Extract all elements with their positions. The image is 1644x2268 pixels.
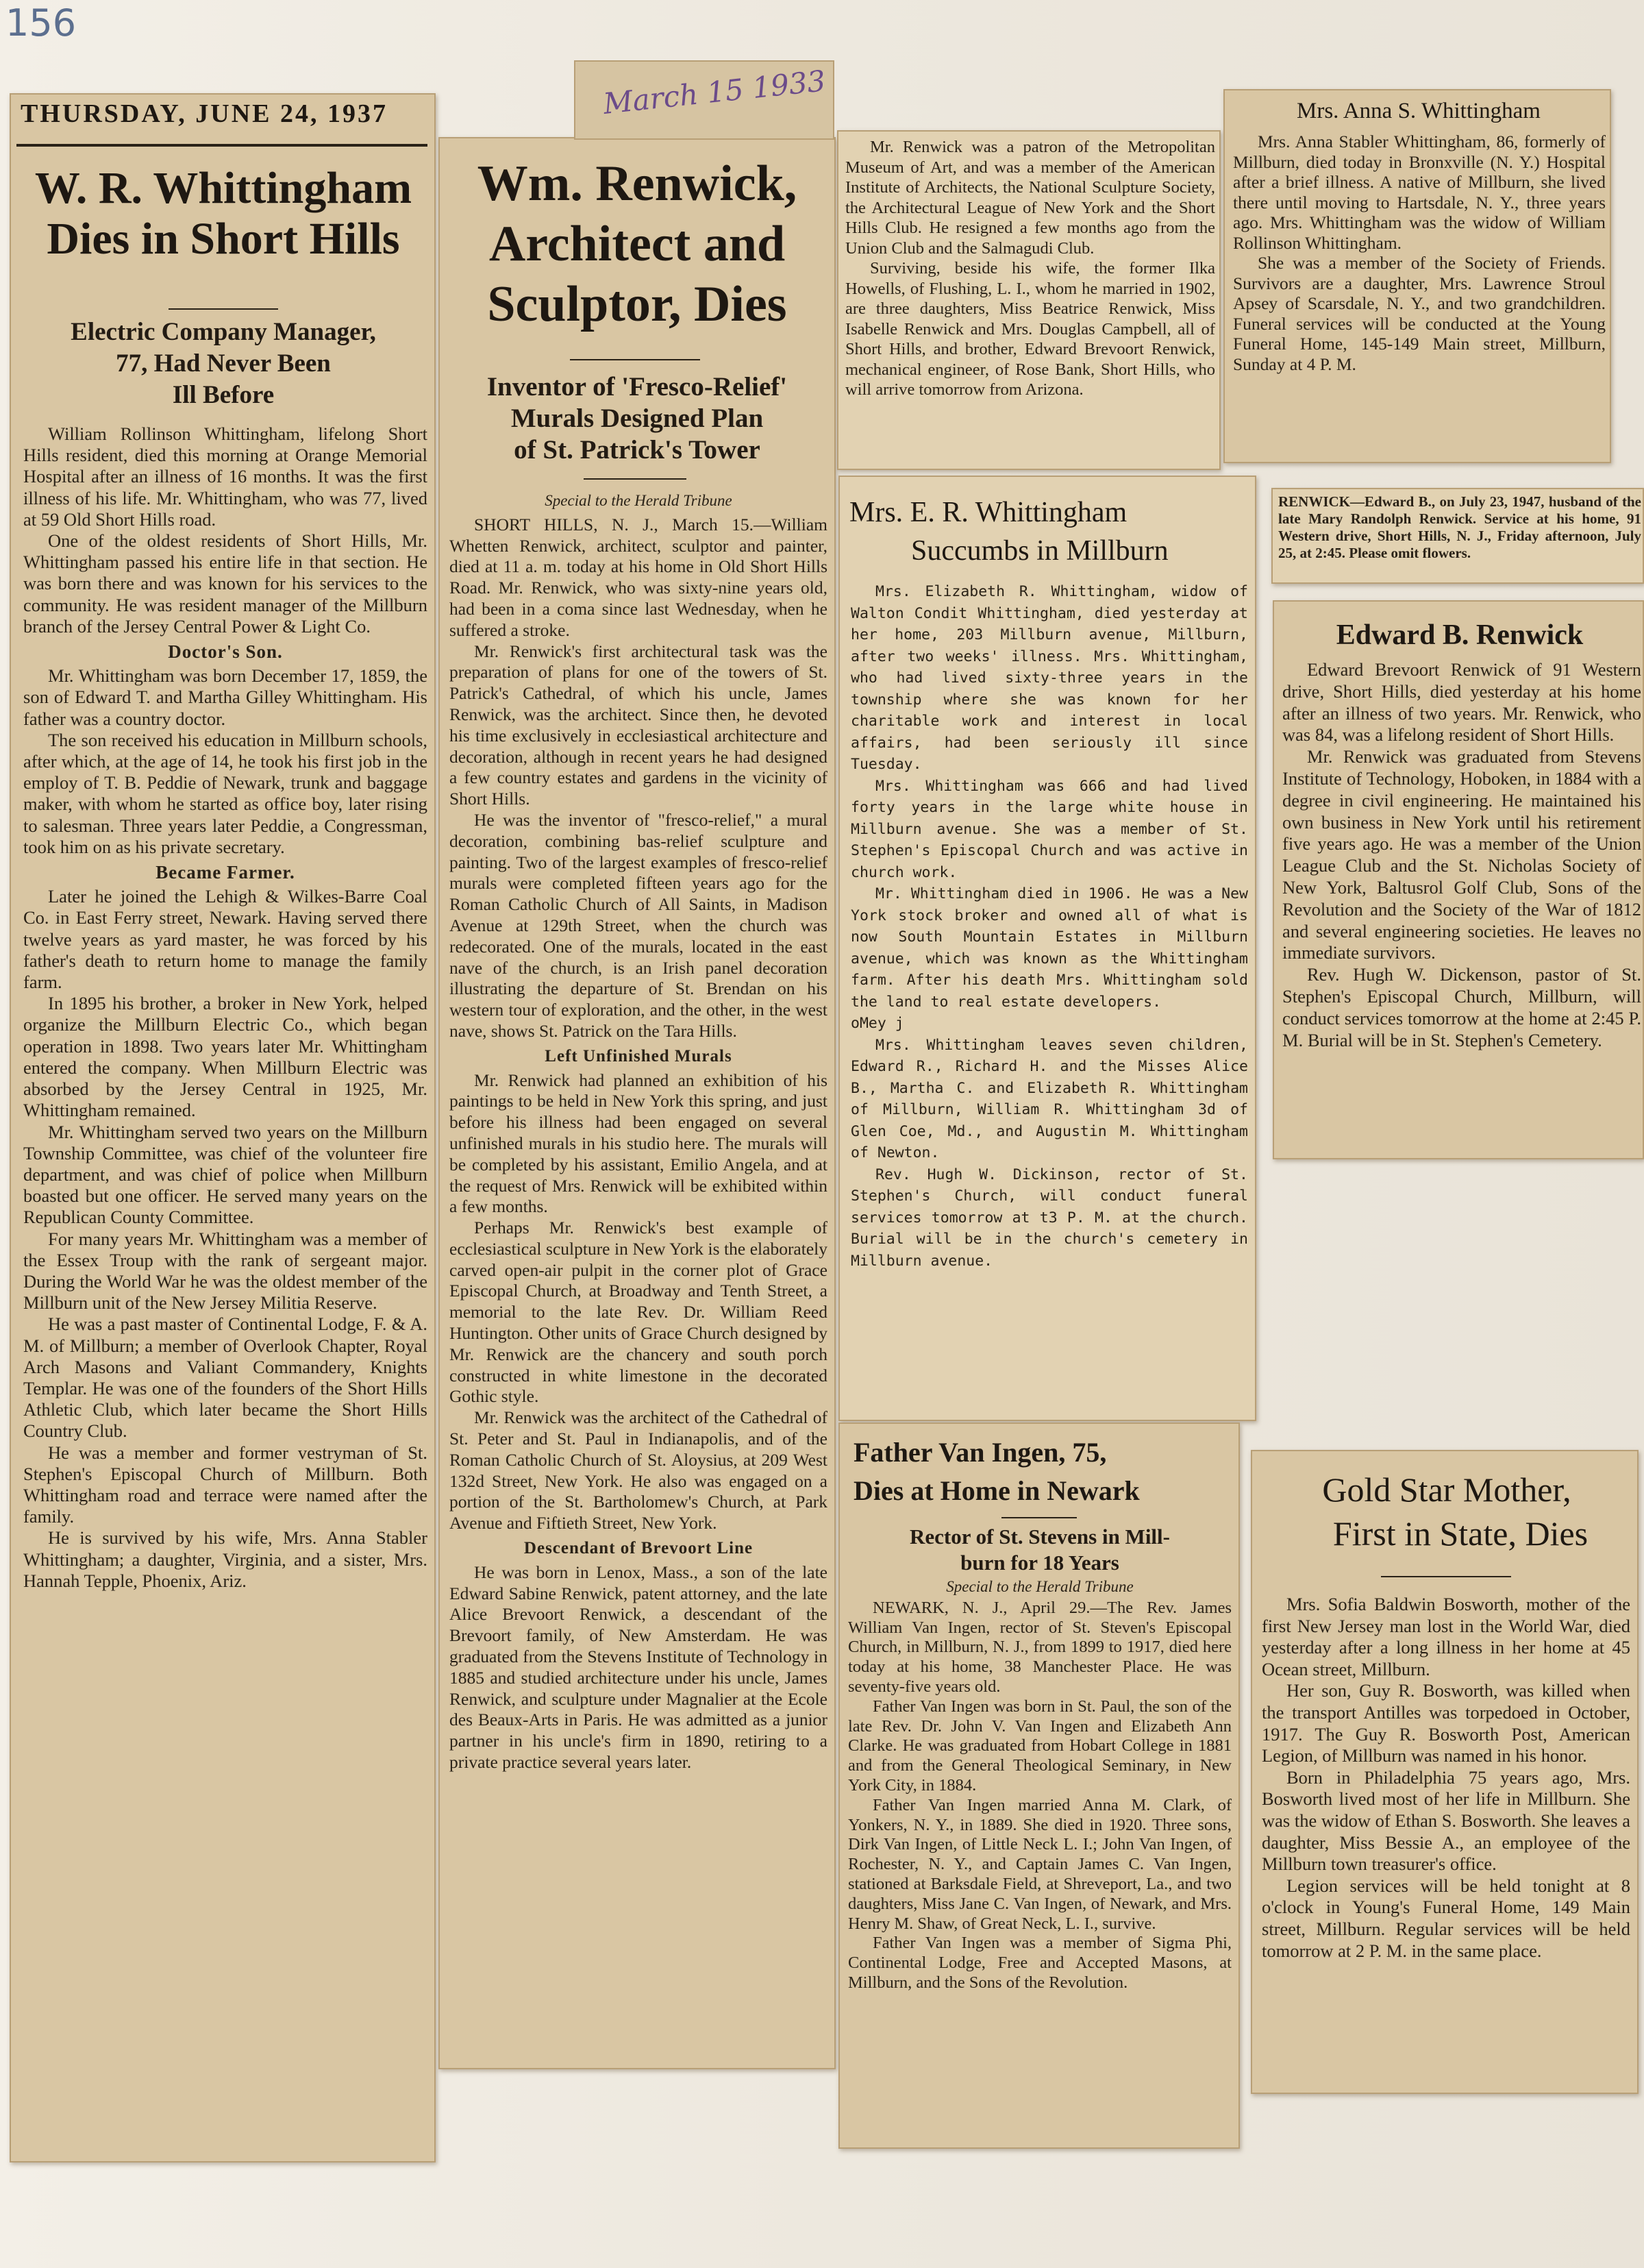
paragraph: Rev. Hugh W. Dickinson, rector of St. Stephen's Church, will conduct funeral services tomorrow at t3 P. M. at the church. Burial will be in the church's cemetery in Millburn avenue. — [851, 1166, 1248, 1270]
credit-line: Special to the Herald Tribune — [545, 492, 732, 509]
paragraph: Born in Philadelphia 75 years ago, Mrs. Bosworth lived most of her life in Millburn. She was the widow of Ethan S. Bosworth. She leaves a daughter, Miss Bessie A., an employee of the Millburn town treasurer's office. — [1262, 1766, 1631, 1875]
paragraph: Mrs. Anna Stabler Whittingham, 86, formerly of Millburn, died today in Bronxville (N. Y.) Hospital after a brief illness. A native of Millburn, she lived there until moving to Hartsdale, N. Y., three years ago. Mrs. Whittingham was the widow of William Rollinson Whittingham. — [1233, 132, 1606, 253]
article-body — [851, 581, 1248, 1272]
paragraph: NEWARK, N. J., April 29.—The Rev. James William Van Ingen, rector of St. Steven's Episcopal Church, in Millburn, N. J., from 1899 to 1917, died here today at his home, 38 Manchester Place. He was seventy-five years old. — [848, 1598, 1232, 1696]
subhead: Descendant of Brevoort Line — [523, 1539, 754, 1558]
headline: Edward B. Renwick — [1336, 619, 1584, 651]
paragraph: Father Van Ingen was born in St. Paul, the son of the late Rev. Dr. John V. Van Ingen and Elizabeth Ann Clarke. He was graduated from Hobart College in 1881 and from the General Theological Seminary, in New York City, in 1884. — [848, 1697, 1232, 1795]
headline-rule — [169, 308, 278, 310]
clipping-anna-whittingham — [1223, 89, 1611, 463]
paragraph: Edward Brevoort Renwick of 91 Western drive, Short Hills, died yesterday at his home after an illness of two years. Mr. Renwick, who was 84, was a lifelong resident of Short Hills. — [1282, 659, 1641, 745]
article-body — [1233, 132, 1606, 374]
article-body — [845, 137, 1215, 400]
clipping-gold-star-mother — [1251, 1450, 1639, 2094]
paragraph: She was a member of the Society of Friends. Survivors are a daughter, Mrs. Lawrence Stroul Apsey of Scarsdale, N. Y., and two grandchildren. Funeral services will be conducted at the Young Funeral Home, 145-149 Main street, Millburn, Sunday at 4 P. M. — [1233, 253, 1606, 374]
paragraph: He was the inventor of "fresco-relief," a mural decoration, combining bas-relief sculpture and painting. Two of the largest examples of fresco-relief murals were completed fifteen years ago for the Roman Catholic Church of All Saints, in Madison Avenue at 129th Street, when the church was redecorated. One of the murals, located in the east nave of the church, is an Irish panel decoration illustrating the departure of St. Brendan on his western tour of exploration, and the other, in the west nave, shows St. Patrick on the Tara Hills. — [449, 809, 827, 1041]
page-number: 156 — [5, 1, 77, 45]
dateline-rule — [16, 144, 427, 147]
paragraph: Mr. Renwick was the architect of the Cathedral of St. Peter and St. Paul in Indianapolis, and of the Roman Catholic Church of St. Aloysius, at 209 West 132d Street, New York. He also was engaged on a portion of the St. Bartholomew's Church, at Park Avenue and Fiftieth Street, New York. — [449, 1407, 827, 1533]
article-body — [1282, 659, 1641, 1051]
paragraph: SHORT HILLS, N. J., March 15.—William Whetten Renwick, architect, sculptor and painter, died at 11 a. m. today at his home in Old Short Hills Road. Mr. Renwick, who was sixty-nine years old, had been in a coma since last Wednesday, when he suffered a stroke. — [449, 514, 827, 640]
clipping-edward-renwick — [1273, 600, 1644, 1159]
credit-line: Special to the Herald Tribune — [946, 1578, 1134, 1595]
headline-rule — [570, 359, 700, 360]
subhead: Left Unfinished Murals — [545, 1046, 732, 1065]
deck: Rector of St. Stevens in Mill- burn for 18 Years — [910, 1525, 1170, 1575]
paragraph: Her son, Guy R. Bosworth, was killed when the transport Antilles was torpedoed in October, 1917. The Guy R. Bosworth Post, American Legion, of Millburn was named in his honor. — [1262, 1680, 1630, 1766]
headline: W. R. Whittingham Dies in Short Hills — [34, 163, 412, 264]
paragraph: Mrs. Elizabeth R. Whittingham, widow of Walton Condit Whittingham, died yesterday at her home, 203 Millburn avenue, Millburn, after two weeks' illness. Mrs. Whittingham, who had lived sixty-three years in the township where she was known for her charitable work and interest in local affairs, had been seriously ill since Tuesday. — [851, 583, 1248, 773]
paragraph: One of the oldest residents of Short Hills, Mr. Whittingham passed his entire life in that section. He was born there and was known for his services to the community. He was resident manager of the Millburn branch of the Jersey Central Power & Light Co. — [23, 530, 427, 637]
paragraph: The son received his education in Millburn schools, after which, at the age of 14, he took his first job in the employ of T. B. Peddie of Newark, trunk and baggage maker, with whom he started as office boy, later rising to salesman. Three years later Peddie, a Congressman, took him on as his private secretary. — [23, 729, 427, 857]
deck-rule — [584, 478, 686, 480]
paragraph: Father Van Ingen was a member of Sigma Phi, Continental Lodge, Free and Accepted Masons, at Millburn, and the Sons of the Revolution. — [848, 1934, 1232, 1992]
dateline: THURSDAY, JUNE 24, 1937 — [21, 99, 388, 128]
headline-rule — [1381, 1576, 1511, 1577]
paragraph: William Rollinson Whittingham, lifelong Short Hills resident, died this morning at Orange Memorial Hospital after an illness of 16 months. It was the first illness of his life. Mr. Whittingham, who was 77, lived at 59 Old Short Hills road. — [23, 423, 427, 530]
paragraph: Mr. Renwick was graduated from Stevens Institute of Technology, Hoboken, in 1884 with a degree in civil engineering. He maintained his own business in New York until his retirement five years ago. He was a member of the Union League Club and the St. Nicholas Society of New York, Baltusrol Golf Club, Sons of the Revolution and the Society of the War of 1812 and several engineering societies. He leaves no immediate survivors. — [1282, 746, 1641, 963]
paragraph: Mr. Renwick's first architectural task was the preparation of plans for one of the towers of St. Patrick's Cathedral, of which his uncle, James Renwick, was the architect. Since then, he devoted his time exclusively in ecclesiastical architecture and decoration, although in recent years he had designed a few country estates and gardens in the vicinity of Short Hills. — [449, 641, 827, 809]
handwritten-note: March 15 1933 — [601, 64, 827, 121]
paragraph: He was a past master of Continental Lodge, F. & A. M. of Millburn; a member of Overlook Chapter, Royal Arch Masons and Valiant Commandery, Knights Templar. He was one of the founders of the Short Hills Athletic Club, which later became the Short Hills Country Club. — [23, 1314, 427, 1442]
paragraph: Later he joined the Lehigh & Wilkes-Barre Coal Co. in East Ferry street, Newark. Having served there twelve years as yard master, he was forced by his father's death to return home to manage the family farm. — [23, 886, 427, 993]
paragraph: Mrs. Whittingham leaves seven children, Edward R., Richard H. and the Misses Alice B., Martha C. and Elizabeth R. Whittingham of Millburn, William R. Whittingham 3d of Glen Coe, Md., and Augustin M. Whittingham of Newton. — [851, 1036, 1248, 1161]
headline: Father Van Ingen, 75, Dies at Home in Newark — [854, 1437, 1140, 1506]
paragraph: Legion services will be held tonight at 8 o'clock in Young's Funeral Home, 149 Main street, Millburn. Regular services will be held tomorrow at 2 P. M. in the same place. — [1262, 1875, 1630, 1961]
subhead: Doctor's Son. — [168, 641, 283, 663]
clipping-renwick-notice — [1271, 488, 1644, 584]
paragraph: For many years Mr. Whittingham was a member of the Essex Troup with the rank of sergeant major. During the World War he was the oldest member of the Millburn unit of the New Jersey Militia Reserve. — [23, 1228, 427, 1314]
paragraph: Mr. Renwick had planned an exhibition of his paintings to be held in New York this spring, and just before his illness had been engaged on several unfinished murals in his studio here. The murals will be completed by his assistant, Emilio Angela, and at the request of Mrs. Renwick will be exhibited within a few months. — [449, 1070, 827, 1217]
paragraph: Mrs. Whittingham was 666 and had lived forty years in the large white house in Millburn avenue. She was a member of St. Stephen's Episcopal Church and was active in church work. — [851, 777, 1248, 881]
headline: Mrs. Anna S. Whittingham — [1297, 99, 1541, 123]
paragraph: Mr. Renwick was a patron of the Metropolitan Museum of Art, and was a member of the American Institute of Architects, the National Sculpture Society, the Architectural League of New York and the Short Hills Club. He resigned a few months ago from the Union Club and the Salmagudi Club. — [845, 138, 1215, 258]
article-body — [449, 488, 827, 1773]
clipping-van-ingen — [838, 1422, 1240, 2149]
article-body — [1262, 1594, 1630, 1962]
deck: Inventor of 'Fresco-Relief' Murals Designed Plan of St. Patrick's Tower — [486, 372, 788, 465]
clipping-renwick-continued — [837, 130, 1221, 470]
clipping-wm-renwick — [438, 137, 836, 2069]
clipping-er-whittingham — [838, 476, 1256, 1421]
paragraph: He was a member and former vestryman of St. Stephen's Episcopal Church of Millburn. Both Whittingham road and terrace were named after the family. — [23, 1442, 427, 1527]
headline: Gold Star Mother, First in State, Dies — [1322, 1470, 1589, 1553]
paragraph: In 1895 his brother, a broker in New York, helped organize the Millburn Electric Co., which began operation in 1898. Two years later Mr. Whittingham entered the company. When Millburn Electric was absorbed by the Jersey Central in 1925, Mr. Whittingham remained. — [23, 993, 427, 1121]
paragraph: Mrs. Sofia Baldwin Bosworth, mother of the first New Jersey man lost in the World War, died yesterday after a long illness in her home at 45 Ocean street, Millburn. — [1262, 1594, 1630, 1679]
paragraph: He is survived by his wife, Mrs. Anna Stabler Whittingham; a daughter, Virginia, and a sister, Mrs. Hannah Tepple, Phoenix, Ariz. — [23, 1527, 427, 1591]
paragraph: Mr. Whittingham died in 1906. He was a New York stock broker and owned all of what is now South Mountain Estates in Millburn avenue, which was known as the Whittingham farm. After his death Mrs. Whittingham sold the land to real estate developers. — [851, 885, 1248, 1011]
paragraph: Mr. Whittingham was born December 17, 1859, the son of Edward T. and Martha Gilley Whittingham. His father was a country doctor. — [23, 665, 427, 729]
paragraph: Surviving, beside his wife, the former Ilka Howells, of Flushing, L. I., whom he married in 1902, are three daughters, Miss Beatrice Renwick, Miss Isabelle Renwick and Mrs. Douglas Campbell, all of Short Hills, and brother, Edward Brevoort Renwick, mechanical engineer, of Rose Bank, Short Hills, who will arrive tomorrow from Arizona. — [845, 259, 1215, 399]
article-body — [23, 423, 427, 1592]
article-body — [848, 1577, 1232, 1993]
clipping-wr-whittingham — [10, 93, 436, 2162]
paragraph: Mr. Whittingham served two years on the Millburn Township Committee, was chief of the volunteer fire department, and was chief of police when Millburn boasted but one officer. He served many years on the Republican County Committee. — [23, 1121, 427, 1228]
paragraph: Perhaps Mr. Renwick's best example of ecclesiastical sculpture in New York is the elaborately carved open-air pulpit in the corner plot of Grace Episcopal Church, at Broadway and Tenth Street, a memorial to the late Rev. Dr. William Reed Huntington. Other units of Grace Church designed by Mr. Renwick are the chancery and south porch constructed in white limestone in the decorated Gothic style. — [449, 1218, 827, 1407]
paragraph: He was born in Lenox, Mass., a son of the late Edward Sabine Renwick, patent attorney, and the late Alice Brevoort Renwick, a descendant of the Brevoort family, of New Amsterdam. He was graduated from the Stevens Institute of Technology in 1885 and studied architecture under his uncle, James Renwick, and sculpture under Magnalier at the Ecole des Beaux-Arts in Paris. He was admitted as a junior partner in his uncle's firm in 1890, retiring to a private practice several years later. — [449, 1562, 827, 1773]
subhead: Became Farmer. — [155, 862, 295, 883]
deck: Electric Company Manager, 77, Had Never Been Ill Before — [71, 318, 376, 409]
notice-text: RENWICK—Edward B., on July 23, 1947, husband of the late Mary Randolph Renwick. Service at his home, 91 Western drive, Short Hills, N. J., Friday afternoon, July 25, at 2:45. Please omit flowers. — [1278, 493, 1641, 561]
headline: Mrs. E. R. Whittingham Succumbs in Millburn — [849, 497, 1169, 567]
stray-text: oMey j — [851, 1015, 904, 1032]
paragraph: Father Van Ingen married Anna M. Clark, of Yonkers, N. Y., in 1889. She died in 1920. Three sons, Dirk Van Ingen, of Little Neck L. I.; John Van Ingen, of Rochester, N. Y., and Captain James C. Van Ingen, stationed at Barksdale Field, at Shreveport, La., and two daughters, Miss Jane C. Van Ingen, of Newark, and Mrs. Henry M. Shaw, of Great Neck, L. I., survive. — [848, 1795, 1232, 1933]
headline: Wm. Renwick, Architect and Sculptor, Dies — [477, 156, 797, 332]
paragraph: Rev. Hugh W. Dickenson, pastor of St. Stephen's Episcopal Church, Millburn, will conduct services tomorrow at the home at 2:45 P. M. Burial will be in St. Stephen's Cemetery. — [1282, 964, 1641, 1050]
handwritten-note-strip — [574, 60, 834, 140]
headline-rule — [1001, 1517, 1077, 1518]
